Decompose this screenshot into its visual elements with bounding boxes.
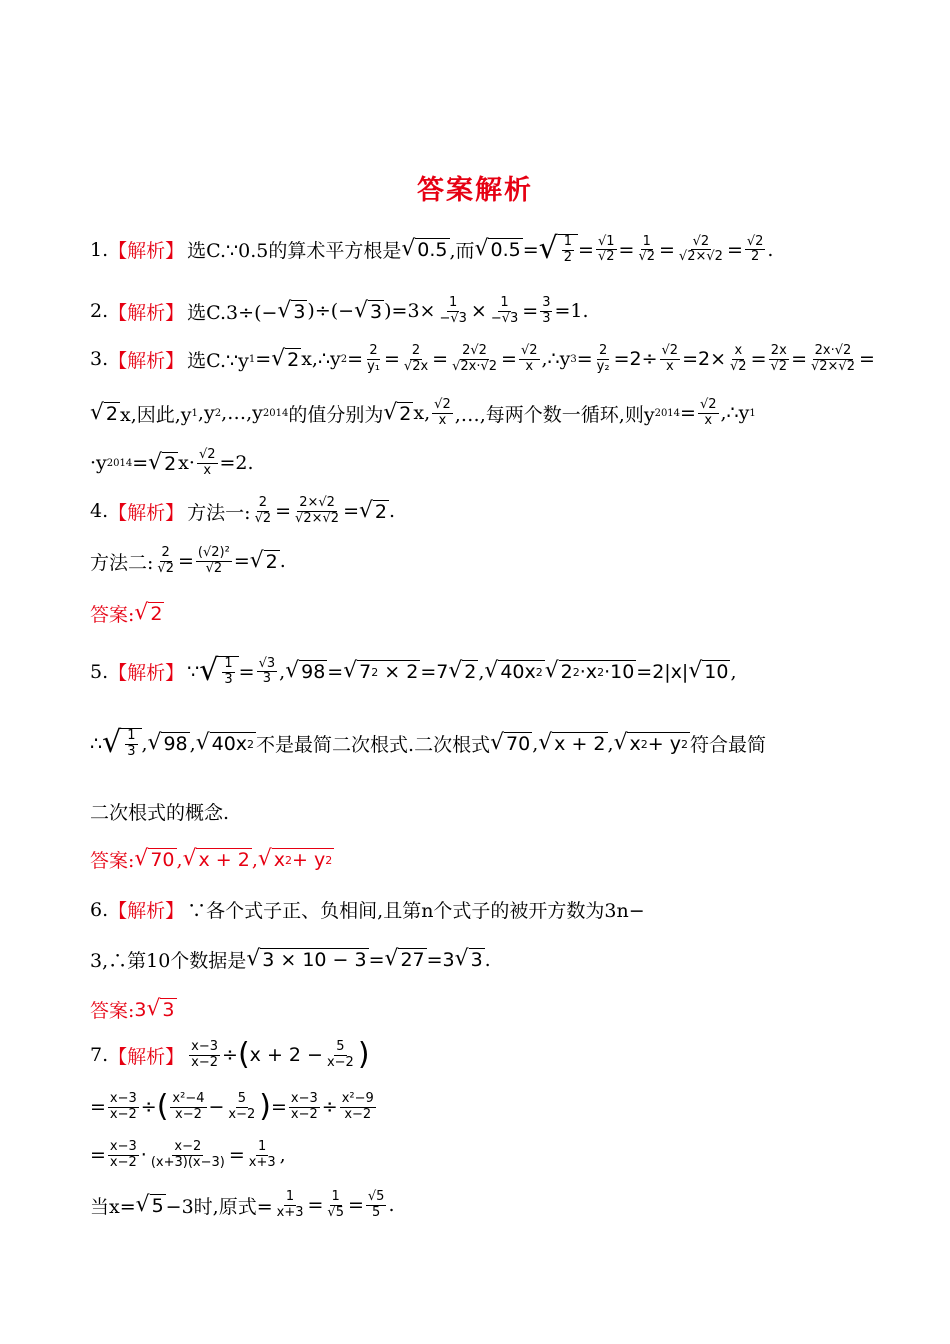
q7-line-1: 7. 【解析】 $\frac{x-3}{x-2}$ ÷ ( x + 2 − $\frac{5}{x-2}$ ) — [90, 1037, 370, 1073]
q5-label: 【解析】 — [108, 662, 185, 685]
q3-line-1: 3. 【解析】 选C.∵y 1 = √ 2 x,∴y 2 = $\frac{2}{\text{y₁}}$ = $\frac{2}{√2x}$ = $\frac{2√2}{√2x\cdot√2}$ = $\frac{√2}{x}$ ,∴y 3 = $\frac{2}{\text{y₂}}$ =2÷ $\frac{√2}{x}$ =2× $\frac{x}{√2}$ = $\frac{2x}{√2}$ = $\frac{2x\cdot√2}{√2\times√2}$ = — [90, 343, 875, 374]
q5-line-2: ∴ √ $\frac{1}{3}$ , √ 98 , √ 40x 2 不是最简二次根式.二次根式 √ 70 , √ x + 2 , √ x 2 + y 2 符合最简 — [90, 725, 766, 760]
q6-line-2: 3,∴第10个数据是 √ 3 × 10 − 3 = √ 27 =3 √ 3 . — [90, 946, 491, 972]
q6-label: 【解析】 — [108, 900, 185, 922]
q3-line-2: √ 2 x,因此,y 1 ,y 2 ,…,y 2014 的值分别为 √ 2 x, $\frac{√2}{x}$ ,…,每两个数一循环,则y 2014 = $\frac{√2}{x}$ ,∴y 1 — [90, 397, 756, 428]
q2-frac-b: $\frac{1}{-√3}$ — [490, 295, 519, 326]
q1-frac-d: $\frac{√2}{2}$ — [746, 233, 764, 265]
q1-frac-a: $\frac{√1}{√2}$ — [597, 233, 615, 265]
q4-number: 4. — [90, 500, 109, 523]
q2-frac-c: $\frac{3}{3}$ — [542, 295, 551, 326]
q2-mid: )÷(− — [307, 300, 355, 323]
q1-mid: ,而 — [449, 240, 475, 263]
q6-line-1: 6. 【解析】 ∵各个式子正、负相间,且第n个式子的被开方数为3n− — [90, 896, 645, 923]
q5-answer: 答案: √ 70 , √ x + 2 , √ x 2 + y 2 — [90, 846, 333, 872]
q6-answer: 答案: 3 √ 3 — [90, 996, 175, 1022]
q1-sqrt-frac: √ $\frac{1}{2}$ — [539, 234, 578, 266]
page-title: 答案解析 — [417, 175, 533, 206]
q2-label: 【解析】 — [108, 301, 185, 324]
q7-number: 7. — [90, 1044, 109, 1067]
q2-intro: 选C.3÷(− — [187, 301, 278, 324]
q2-number: 2. — [90, 300, 109, 323]
q1-frac-c: $\frac{√2}{√2\times√2}$ — [678, 233, 723, 265]
q2-tail: =1. — [554, 300, 589, 323]
q2-sqrt-2: √ 3 — [354, 297, 383, 323]
q3-number: 3. — [90, 348, 109, 371]
q3-label: 【解析】 — [108, 349, 185, 372]
q3-line-3: ·y 2014 = √ 2 x· $\frac{√2}{x}$ =2. — [90, 447, 254, 478]
q5-line-3: 二次根式的概念. — [90, 802, 230, 824]
q4-line-2: 方法二: $\frac{2}{√2}$ = $\frac{\text{(√2)²}}{√2}$ = √ 2 . — [90, 545, 286, 576]
q1-label: 【解析】 — [108, 240, 185, 263]
q1-number: 1. — [90, 238, 109, 261]
q2-end: )=3× — [384, 300, 436, 323]
q7-line-4: 当x= √ 5 −3时,原式= $\frac{1}{x+3}$ = $\frac{1}{√5}$ = $\frac{√5}{5}$ . — [90, 1189, 395, 1220]
q7-label: 【解析】 — [108, 1045, 185, 1068]
q2-sqrt-1: √ 3 — [277, 297, 306, 323]
q7-line-2: = $\frac{x-3}{x-2}$ ÷ ( $\frac{\text{x²−4}}{x-2}$ − $\frac{5}{x-2}$ ) = $\frac{x-3}{x-2}$ ÷ $\frac{\text{x²−9}}{x-2}$ — [90, 1089, 374, 1125]
q4-answer: 答案: √ 2 — [90, 600, 163, 626]
q2-line: 2. 【解析】 选C.3÷(− √ 3 )÷(− √ 3 )=3× $\frac{1}{-√3}$ × $\frac{1}{-√3}$ = $\frac{3}{3}$ =1. — [90, 295, 589, 326]
q1-frac-b: $\frac{1}{√2}$ — [638, 233, 655, 265]
q7-line-3: = $\frac{x-3}{x-2}$ · $\frac{x-2}{(x+3)(x-3)}$ = $\frac{1}{x+3}$ , — [90, 1139, 286, 1170]
q5-number: 5. — [90, 660, 109, 683]
q1-sqrt-1: √ 0.5 — [401, 236, 448, 262]
q6-number: 6. — [90, 898, 109, 921]
q4-label: 【解析】 — [108, 501, 185, 524]
q2-frac-a: $\frac{1}{-√3}$ — [439, 295, 467, 326]
q4-line-1: 4. 【解析】 方法一: $\frac{2}{√2}$ = $\frac{2\times√2}{√2\times√2}$ = √ 2 . — [90, 495, 396, 526]
q1-line: 1. 【解析】 选C.∵0.5的算术平方根是 √ 0.5 ,而 √ 0.5 = √ $\frac{1}{2}$ = $\frac{√1}{√2}$ = $\frac{1}{√2}$ = $\frac{√2}{√2\times√2}$ = $\frac{√2}{2}$ . — [90, 231, 774, 266]
q1-intro: 选C.∵0.5的算术平方根是 — [187, 240, 402, 263]
q5-line-1: 5. 【解析】 ∵ √ $\frac{1}{3}$ = $\frac{√3}{3}$ , √ 98 = √ 7 2 × 2 =7 √ 2 , √ 40x 2 √ 2 2 ·x 2 ·10 =2|x| √ 10 , — [90, 653, 737, 688]
q1-sqrt-2: √ 0.5 — [474, 236, 521, 262]
